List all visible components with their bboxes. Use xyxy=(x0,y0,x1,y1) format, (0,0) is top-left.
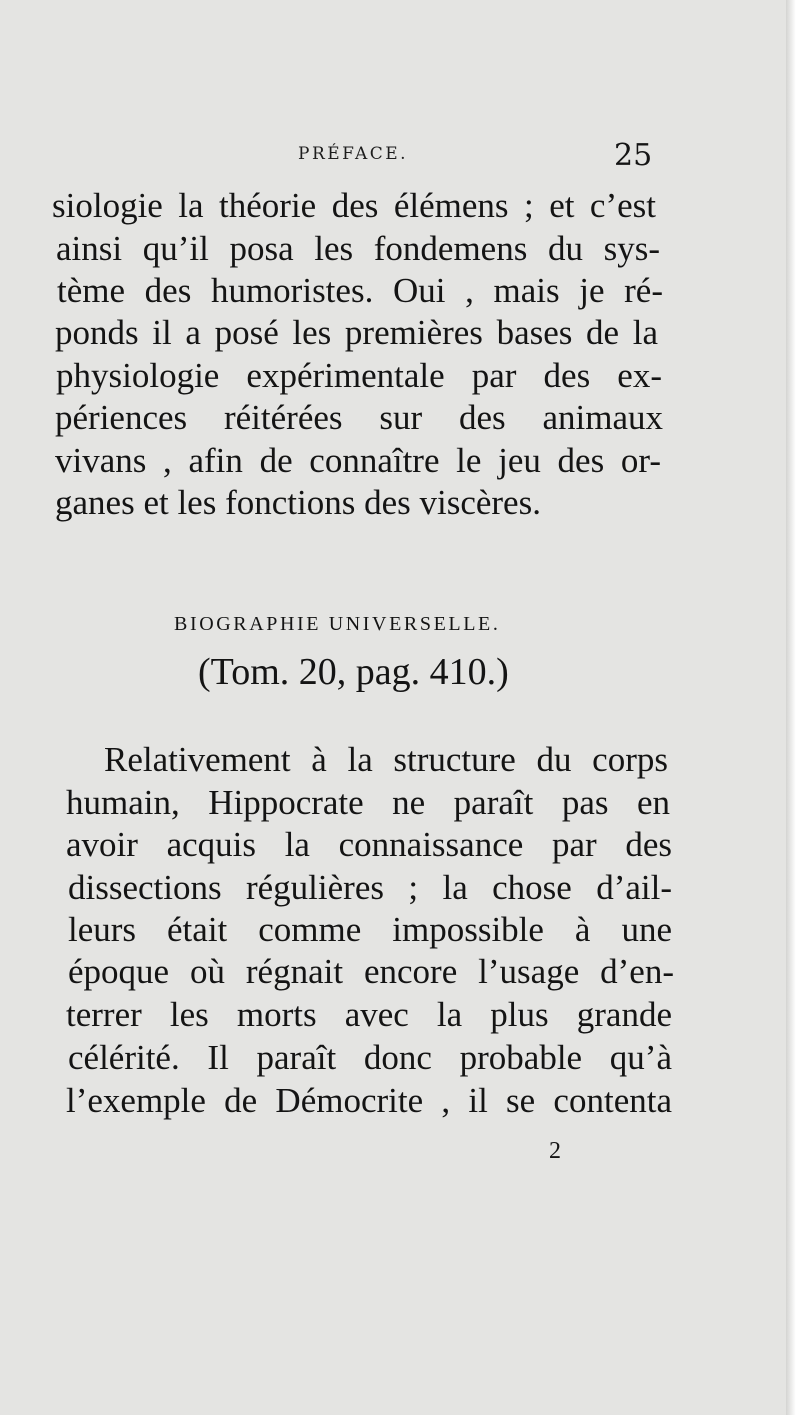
text-line: tème des humoristes. Oui , mais je ré- xyxy=(57,271,663,310)
text-line: siologie la théorie des élémens ; et c’est xyxy=(52,186,656,225)
text-line: vivans , afin de connaître le jeu des or- xyxy=(55,441,661,480)
text-line: périences réitérées sur des animaux xyxy=(55,398,663,437)
signature-mark: 2 xyxy=(549,1138,561,1164)
text-line: ainsi qu’il posa les fondemens du sys- xyxy=(56,229,660,268)
text-line: terrer les morts avec la plus grande xyxy=(66,995,672,1034)
text-line: ganes et les fonctions des viscères. xyxy=(55,483,541,522)
running-title: PRÉFACE. xyxy=(298,144,409,164)
text-line: avoir acquis la connaissance par des xyxy=(66,825,672,864)
text-line: ponds il a posé les premières bases de la xyxy=(55,313,658,352)
text-line: physiologie expérimentale par des ex- xyxy=(56,356,662,395)
page-edge xyxy=(786,0,800,1415)
text-line: Relativement à la structure du corps xyxy=(104,740,668,779)
text-line: époque où régnait encore l’usage d’en- xyxy=(68,952,674,991)
text-line: célérité. Il paraît donc probable qu’à xyxy=(68,1038,672,1077)
section-heading: BIOGRAPHIE UNIVERSELLE. xyxy=(174,613,501,635)
page-header xyxy=(0,138,800,178)
citation: (Tom. 20, pag. 410.) xyxy=(198,651,509,693)
text-line: l’exemple de Démocrite , il se contenta xyxy=(66,1081,672,1120)
text-line: humain, Hippocrate ne paraît pas en xyxy=(66,783,670,822)
page-number: 25 xyxy=(614,138,653,173)
text-line: leurs était comme impossible à une xyxy=(68,910,672,949)
text-line: dissections régulières ; la chose d’ail- xyxy=(68,868,672,907)
